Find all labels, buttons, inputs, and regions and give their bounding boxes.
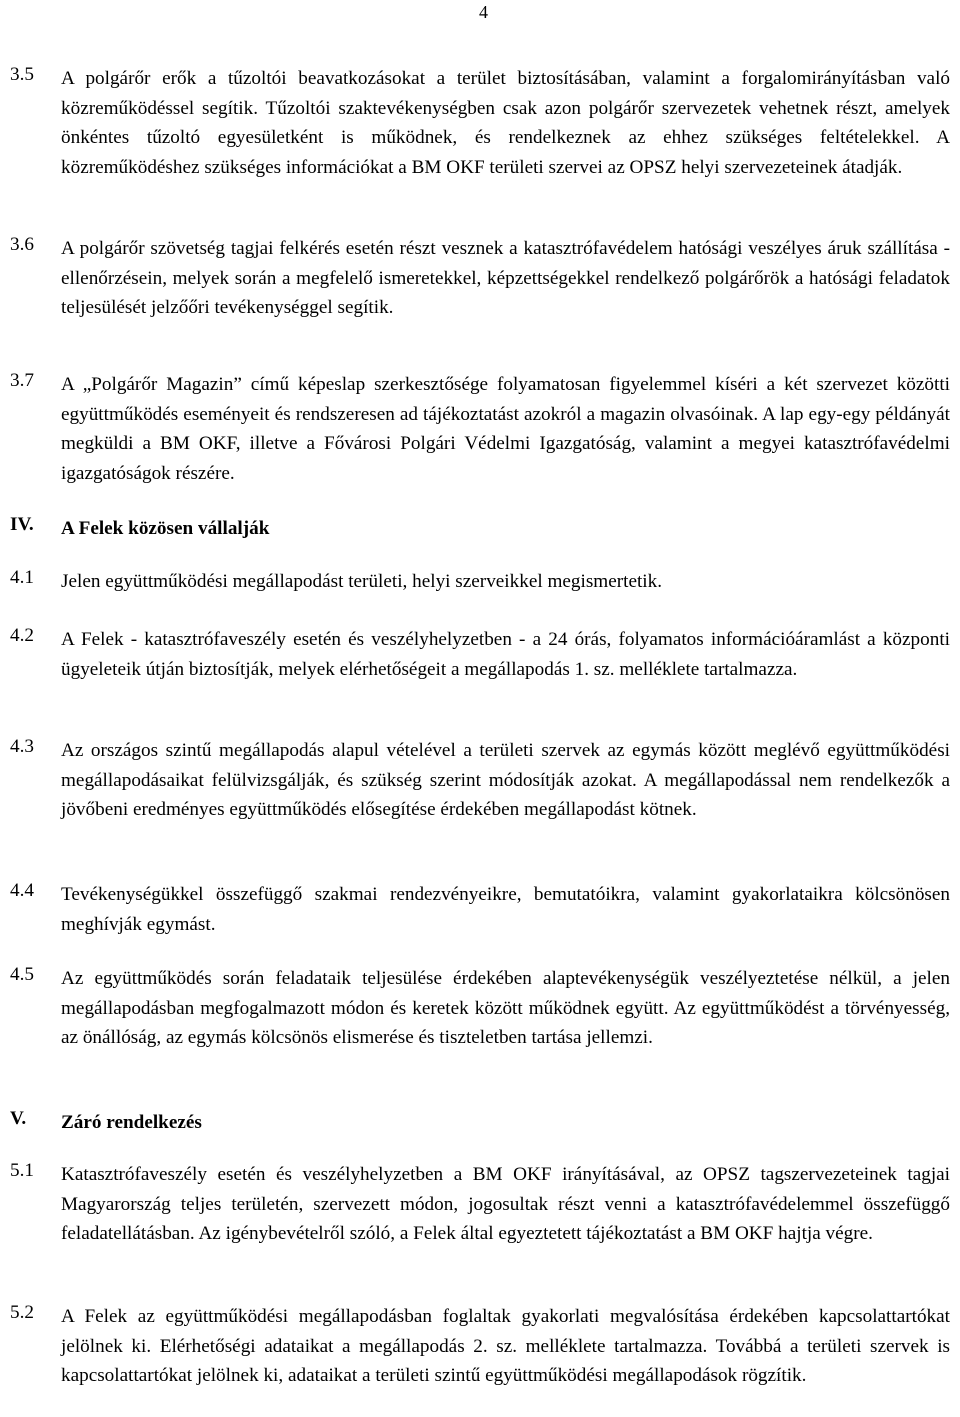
section-number: 4.4 — [10, 880, 34, 901]
section-4-1 — [10, 567, 950, 597]
section-4-5 — [10, 964, 950, 1053]
section-4-2 — [10, 625, 950, 684]
section-text: A polgárőr szövetség tagjai felkérés esetén részt vesznek a katasztrófavédelem hatósági veszélyes áruk szállítása - ellenőrzésein, melyek során a megfelelő ismeretekkel, képzettségekkel rendelkező polgárőrök a hatósági feladatok teljesülését jelzőőri tevékenységgel segítik. — [61, 238, 950, 318]
section-text-part: A polgárőr erők a tűzoltói beavatkozásokat a terület biztosításában, valamint a forgalomirányításban való közreműködéssel segítik. Tűzoltói szaktevékenységben csak azon polgárőr szervezetek vehetnek részt, amelyek önkéntes tűzoltó egyesületként is működnek, és rendelkeznek az ehhez szükséges feltételekkel. — [61, 68, 950, 148]
heading-number: V. — [10, 1108, 27, 1129]
section-text: A Felek - katasztrófaveszély esetén és veszélyhelyzetben - a 24 órás, folyamatos információáramlást a központi ügyeleteik útján biztosítják, melyek elérhetőségeit a megállapodás 1. sz. melléklete tartalmazza. — [61, 629, 950, 680]
section-text: Tevékenységükkel összefüggő szakmai rendezvényeikre, bemutatóikra, valamint gyakorlataikra kölcsönösen meghívják egymást. — [61, 884, 950, 935]
section-text: Jelen együttműködési megállapodást területi, helyi szerveikkel megismertetik. — [61, 571, 663, 592]
section-text: Az országos szintű megállapodás alapul vételével a területi szervek az egymás között meglévő együttműködési megállapodásaikat felülvizsgálják, és szükség szerint módosítják azokat. A megállapodással nem rendelkezők a jövőbeni eredményes együttműködés elősegítése érdekében megállapodást kötnek. — [61, 740, 950, 820]
section-number: 4.2 — [10, 625, 34, 646]
section-3-7 — [10, 370, 950, 488]
section-number: 4.5 — [10, 964, 34, 985]
heading-v — [10, 1108, 950, 1138]
section-text: Az együttműködés során feladataik teljesülése érdekében alaptevékenységük veszélyeztetése nélkül, a jelen megállapodásban megfogalmazott módon és keretek között működnek együtt. Az együttműködést a törvényesség, az önállóság, az egymás kölcsönös elismerése és tiszteletben tartása jellemzi. — [61, 968, 950, 1048]
section-number: 4.3 — [10, 736, 34, 757]
section-3-5 — [10, 64, 950, 182]
heading-text: A Felek közösen vállalják — [61, 518, 270, 539]
section-4-3 — [10, 736, 950, 825]
section-5-2 — [10, 1302, 950, 1391]
section-4-4 — [10, 880, 950, 939]
section-3-6 — [10, 234, 950, 323]
section-number: 3.7 — [10, 370, 34, 391]
section-number: 5.1 — [10, 1160, 34, 1181]
section-text: A Felek az együttműködési megállapodásban foglaltak gyakorlati megvalósítása érdekében kapcsolattartókat jelölnek ki. Elérhetőségi adataikat a megállapodás 2. sz. melléklete tartalmazza. Továbbá a területi szervek is kapcsolattartókat jelölnek ki, adataikat a területi szintű együttműködési megállapodások rögzítik. — [61, 1306, 950, 1386]
section-number: 3.5 — [10, 64, 34, 85]
heading-text: Záró rendelkezés — [61, 1112, 202, 1133]
section-5-1 — [10, 1160, 950, 1249]
section-text: Katasztrófaveszély esetén és veszélyhelyzetben a BM OKF irányításával, az OPSZ tagszervezeteinek tagjai Magyarország teljes területén, szervezett módon, jogosultak részt venni a katasztrófavédelemmel összefüggő feladatellátásban. Az igénybevételről szóló, a Felek által egyeztetett tájékoztatást a BM OKF hajtja végre. — [61, 1164, 950, 1244]
section-text — [61, 64, 950, 182]
heading-iv — [10, 514, 950, 544]
page-number: 4 — [479, 2, 488, 22]
section-number: 3.6 — [10, 234, 34, 255]
section-text: A „Polgárőr Magazin” című képeslap szerkesztősége folyamatosan figyelemmel kíséri a két szervezet közötti együttműködés eseményeit és rendszeresen ad tájékoztatást azokról a magazin olvasóinak. A lap egy-egy példányát megküldi a BM OKF, illetve a Fővárosi Polgári Védelmi Igazgatóság, valamint a megyei katasztrófavédelmi igazgatóságok részére. — [61, 374, 950, 484]
section-text-part: A közreműködéshez szükséges információkat a BM OKF területi szervei az OPSZ helyi szervezeteinek átadják. — [61, 127, 950, 178]
section-number: 5.2 — [10, 1302, 34, 1323]
heading-number: IV. — [10, 514, 34, 535]
section-number: 4.1 — [10, 567, 34, 588]
